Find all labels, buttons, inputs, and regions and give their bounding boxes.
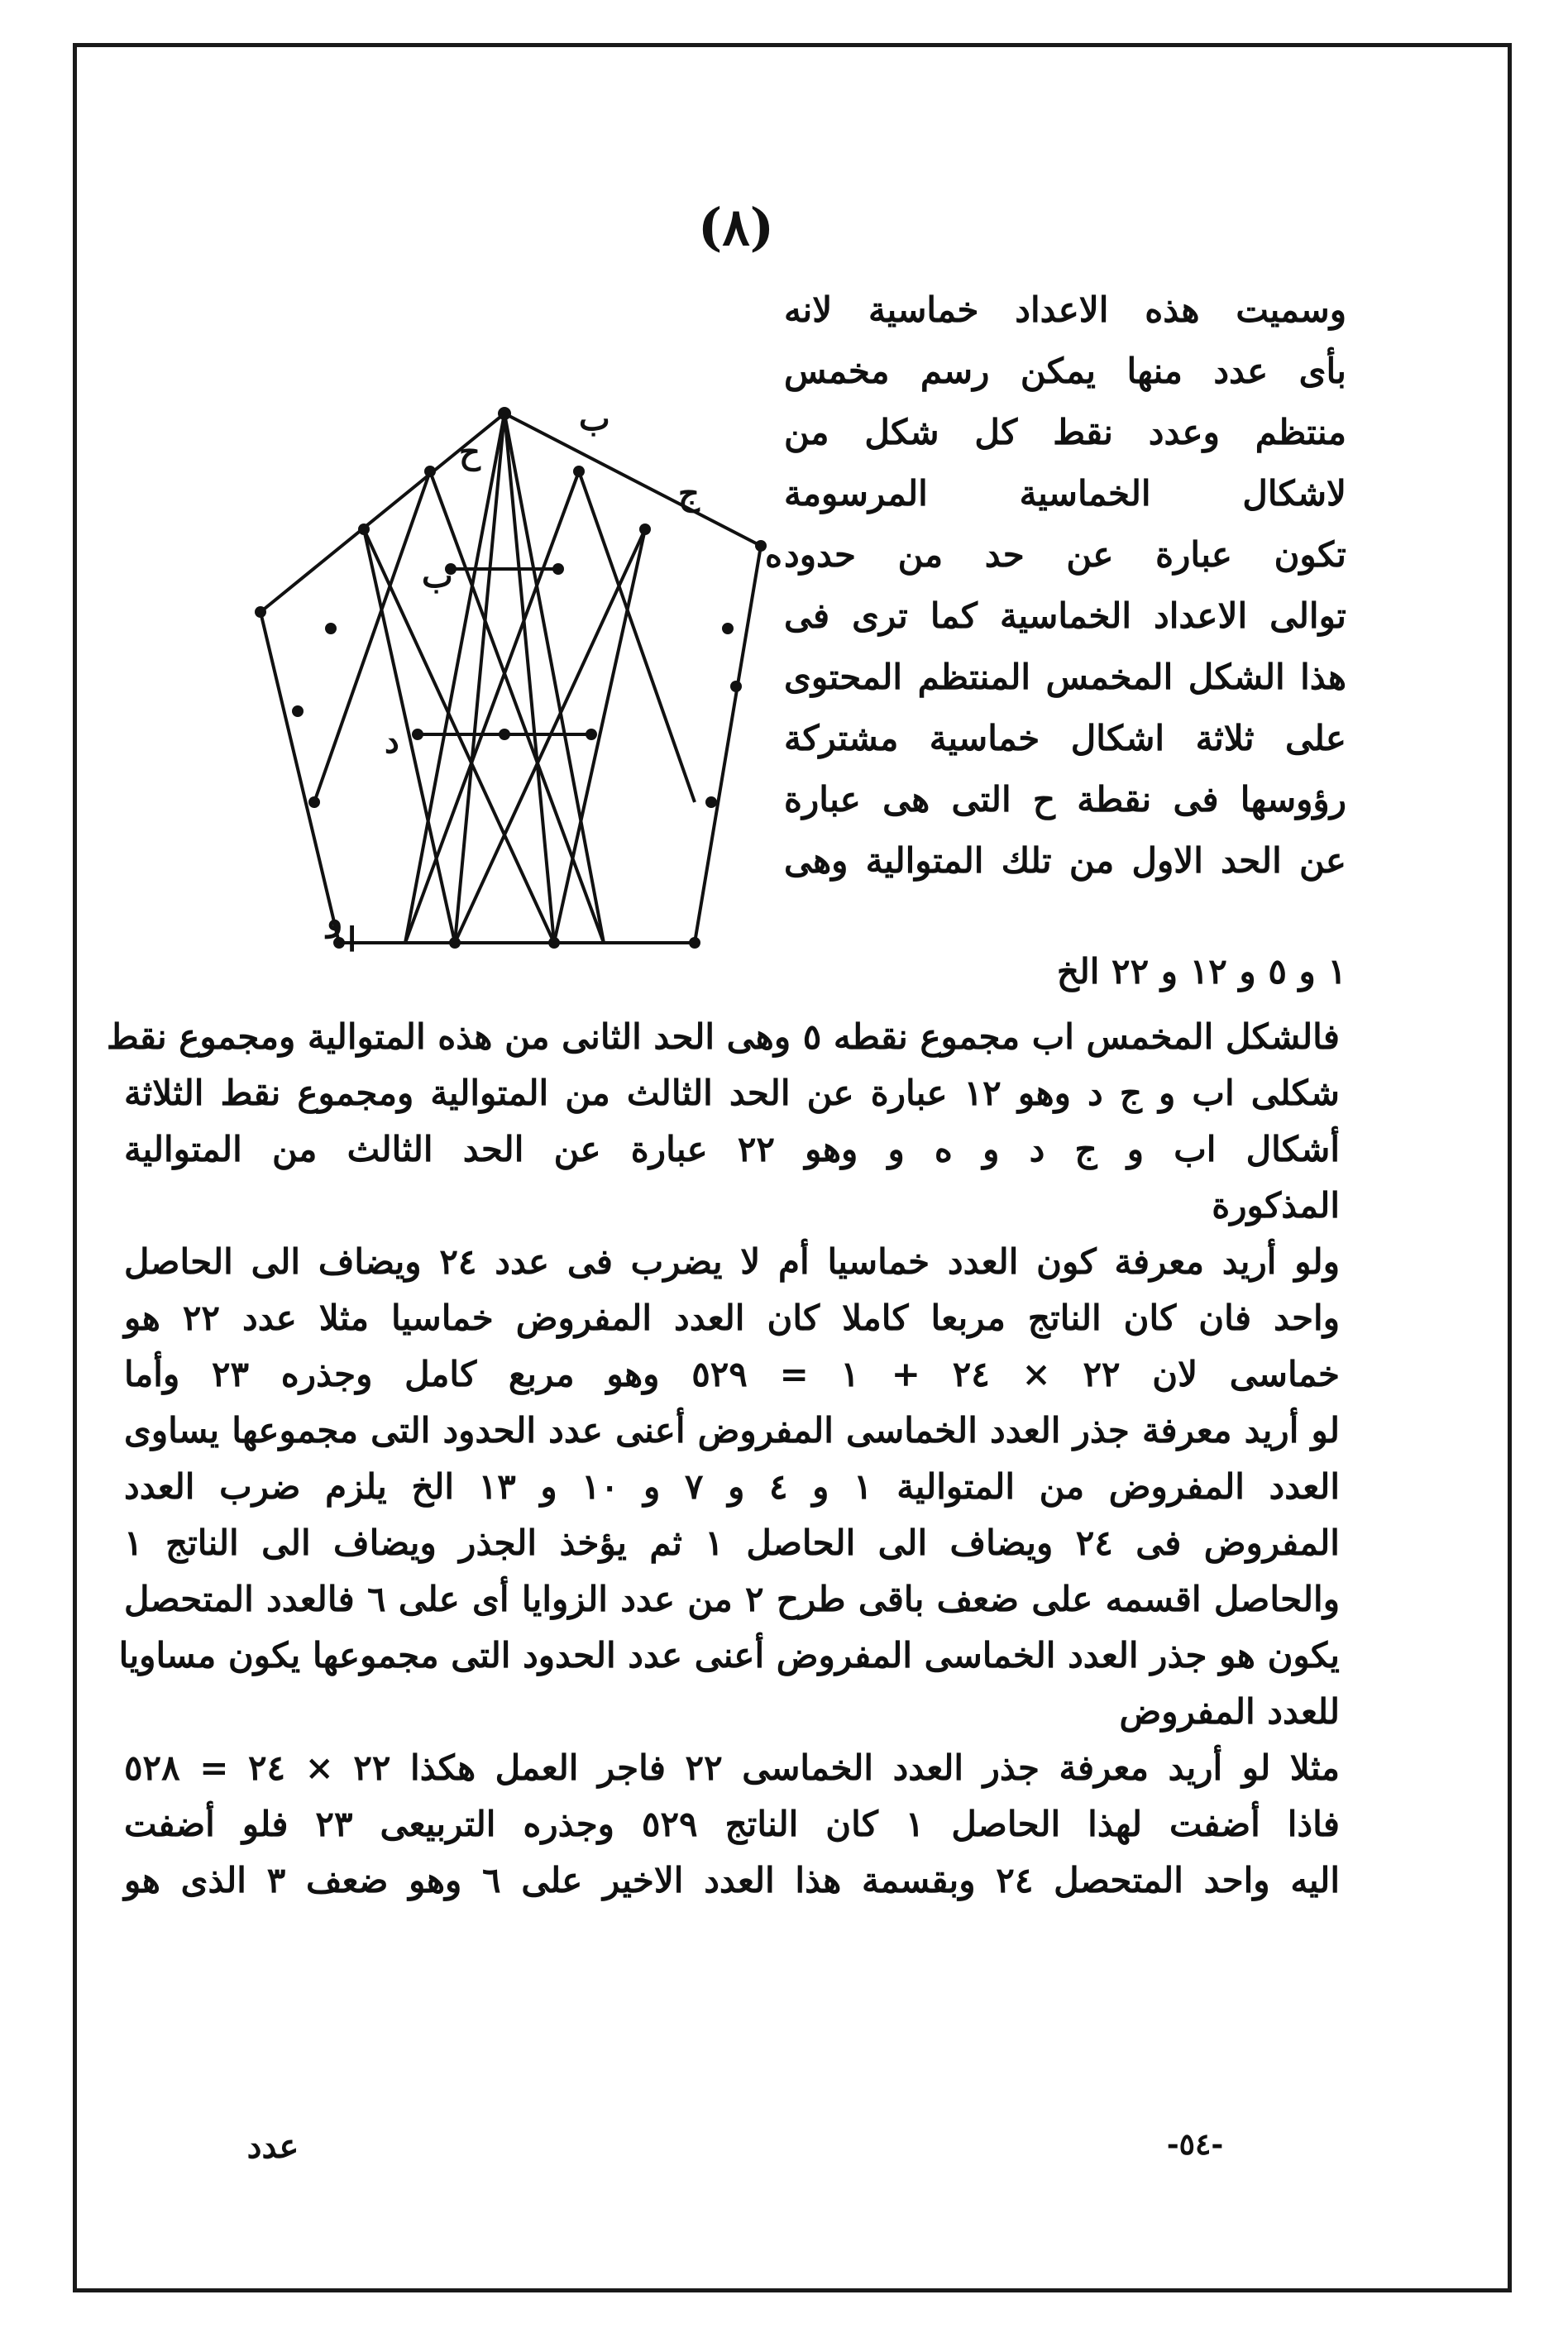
text-line: واحد فان كان الناتج مربعا كاملا كان العدد المفروض خماسيا مثلا عدد ٢٢ هو xyxy=(124,1298,1340,1338)
text-line: منتظم وعدد نقط كل شكل من xyxy=(784,412,1346,452)
text-line: توالى الاعداد الخماسية كما ترى فى xyxy=(784,595,1346,636)
side-paragraph xyxy=(784,280,1346,892)
text-line: بأى عدد منها يمكن رسم مخمس xyxy=(784,351,1346,391)
text-line: خماسى لان ٢٢ × ٢٤ + ١ = ٥٢٩ وهو مربع كامل وجذره ٢٣ وأما xyxy=(124,1354,1341,1394)
text-line: المفروض فى ٢٤ ويضاف الى الحاصل ١ ثم يؤخذ الجذر ويضاف الى الناتج ١ xyxy=(124,1523,1340,1563)
page-number: (٨) xyxy=(698,197,774,257)
text-line: لو أريد معرفة جذر العدد الخماسى المفروض أعنى عدد الحدود التى مجموعها يساوى xyxy=(124,1410,1340,1451)
text-line: أشكال اب و ج د و ه و وهو ٢٢ عبارة عن الحد الثالث من المتوالية xyxy=(124,1129,1340,1169)
label-a: ا xyxy=(347,920,357,959)
text-line: اليه واحد المتحصل ٢٤ وبقسمة هذا العدد الاخير على ٦ وهو ضعف ٣ الذى هو xyxy=(124,1860,1340,1900)
text-line: رؤوسها فى نقطة ح التى هى عبارة xyxy=(784,779,1346,820)
label-ha: ه xyxy=(765,536,782,575)
text-line: المذكورة xyxy=(1212,1185,1340,1226)
text-line: شكلى اب و ج د وهو ١٢ عبارة عن الحد الثالث من المتوالية ومجموع نقط الثلاثة xyxy=(124,1073,1340,1113)
label-j: ج xyxy=(678,474,700,513)
text-line: لاشكال الخماسية المرسومة xyxy=(784,473,1346,514)
text-line: تكون عبارة عن حد من حدود xyxy=(784,534,1346,575)
catchword: عدد xyxy=(246,2127,299,2166)
footer-page-number: -٥٤- xyxy=(1166,2127,1224,2162)
text-line: ولو أريد معرفة كون العدد خماسيا أم لا يضرب فى عدد ٢٤ ويضاف الى الحاصل xyxy=(124,1241,1340,1282)
text-line: يكون هو جذر العدد الخماسى المفروض أعنى عدد الحدود التى مجموعها يكون مساويا xyxy=(118,1635,1340,1676)
text-line: على ثلاثة اشكال خماسية مشتركة xyxy=(784,718,1346,758)
text-line: وسميت هذه الاعداد خماسية لانه xyxy=(784,289,1346,330)
sequence-line: ١ و ٥ و ١٢ و ٢٢ الخ xyxy=(1056,951,1346,992)
label-b-top: ب xyxy=(579,399,610,438)
text-line: مثلا لو أريد معرفة جذر العدد الخماسى ٢٢ فاجر العمل هكذا ٢٢ × ٢٤ = ٥٢٨ xyxy=(124,1747,1341,1788)
text-line: والحاصل اقسمه على ضعف باقى طرح ٢ من عدد الزوايا أى على ٦ فالعدد المتحصل xyxy=(124,1579,1340,1619)
label-h: ح xyxy=(459,433,480,471)
text-line: عن الحد الاول من تلك المتوالية وهى xyxy=(784,840,1346,881)
text-line: العدد المفروض من المتوالية ١ و ٤ و ٧ و ١٠ و ١٣ الخ يلزم ضرب العدد xyxy=(124,1466,1341,1507)
text-line: فالشكل المخمس اب مجموع نقطه ٥ وهى الحد الثانى من هذه المتوالية ومجموع نقط xyxy=(106,1016,1340,1057)
label-w: و xyxy=(327,900,343,939)
text-line: فاذا أضفت لهذا الحاصل ١ كان الناتج ٥٢٩ وجذره التربيعى ٢٣ فلو أضفت xyxy=(124,1804,1340,1844)
label-b-mid: ب xyxy=(422,557,453,595)
label-d: د xyxy=(385,722,399,761)
main-paragraph xyxy=(106,1009,1341,1909)
text-line: للعدد المفروض xyxy=(1119,1691,1340,1732)
text-line: هذا الشكل المخمس المنتظم المحتوى xyxy=(784,657,1346,697)
pentagon-figure xyxy=(248,380,782,959)
